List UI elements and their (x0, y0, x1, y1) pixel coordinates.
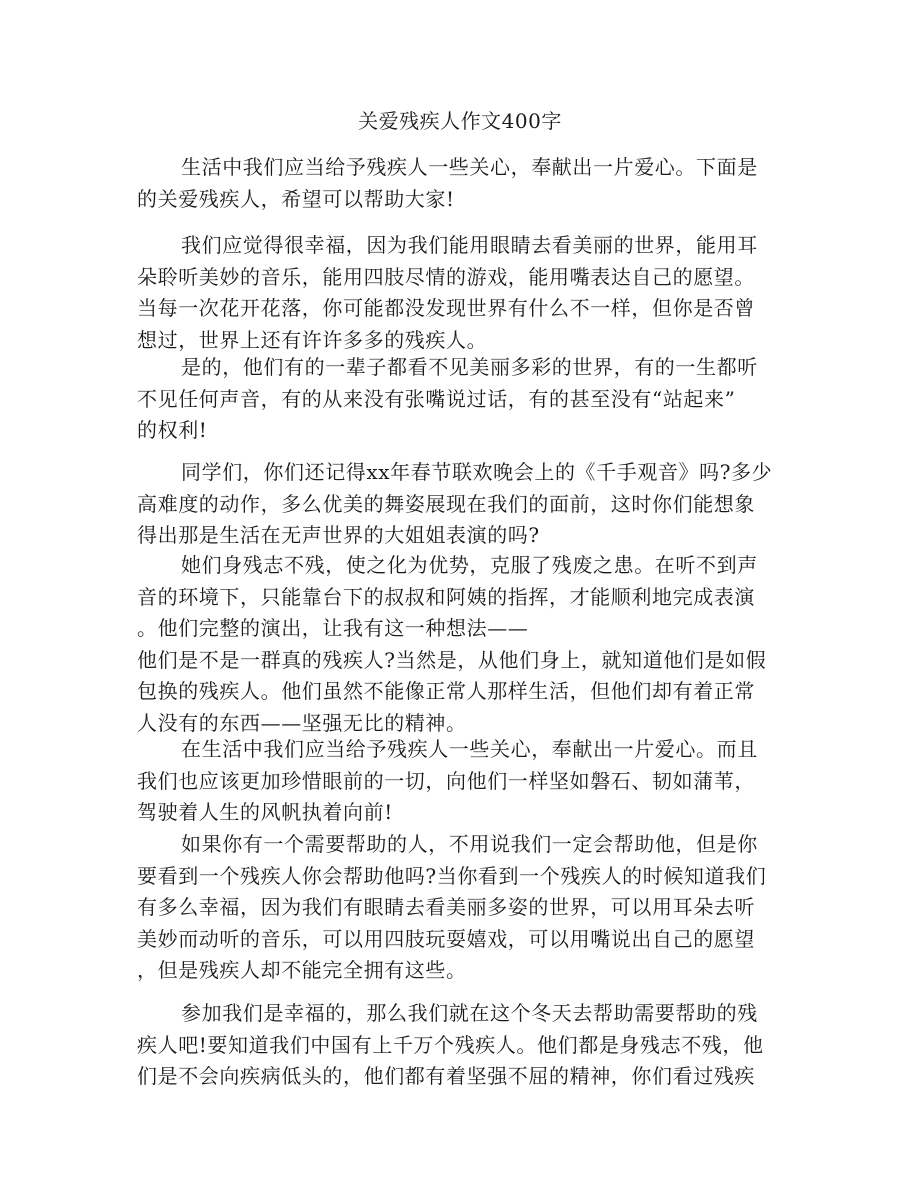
paragraph-8 (137, 998, 797, 1093)
paragraph-line: 们是不会向疾病低头的，他们都有着坚强不屈的精神，你们看过残疾 (137, 1064, 755, 1088)
paragraph-line: 生活中我们应当给予残疾人一些关心，奉献出一片爱心。下面是 (181, 155, 758, 179)
paragraph-7 (137, 829, 797, 987)
paragraph-line: 同学们，你们还记得xx年春节联欢晚会上的《千手观音》吗?多少 (181, 460, 773, 484)
paragraph-line: 当每一次花开花落，你可能都没发现世界有什么不一样，但你是否曾 (137, 296, 755, 320)
paragraph-line: 。他们完整的演出，让我有这一种想法—— (137, 616, 529, 640)
paragraph-line: 是的，他们有的一辈子都看不见美丽多彩的世界，有的一生都听 (181, 355, 758, 379)
paragraph-line: 有多么幸福，因为我们有眼睛去看美丽多姿的世界，可以用耳朵去听 (137, 895, 755, 919)
paragraph-line: 朵聆听美妙的音乐，能用四肢尽情的游戏，能用嘴表达自己的愿望。 (137, 264, 755, 289)
paragraph-2 (137, 230, 797, 356)
paragraph-line: 参加我们是幸福的，那么我们就在这个冬天去帮助需要帮助的残 (181, 1001, 758, 1025)
paragraph-line: 他们是不是一群真的残疾人?当然是，从他们身上，就知道他们是如假 (137, 647, 767, 672)
paragraph-1 (137, 152, 797, 215)
paragraph-line: 高难度的动作，多么优美的舞姿展现在我们的面前，这时你们能想象 (137, 491, 755, 516)
paragraph-line: 驾驶着人生的风帆执着向前! (137, 800, 393, 824)
paragraph-4 (137, 457, 797, 552)
paragraph-3 (137, 352, 797, 447)
paragraph-line: 疾人吧!要知道我们中国有上千万个残疾人。他们都是身残志不残，他 (137, 1032, 764, 1057)
paragraph-line: 美妙而动听的音乐，可以用四肢玩耍嬉戏，可以用嘴说出自己的愿望 (137, 926, 755, 951)
paragraph-line: 在生活中我们应当给予残疾人一些关心，奉献出一片爱心。而且 (181, 737, 758, 761)
paragraph-line: 的关爱残疾人，希望可以帮助大家! (137, 186, 455, 211)
paragraph-line: ，但是残疾人却不能完全拥有这些。 (137, 958, 467, 982)
paragraph-6 (137, 734, 797, 829)
paragraph-5 (137, 550, 797, 739)
paragraph-line: 如果你有一个需要帮助的人，不用说我们一定会帮助他，但是你 (181, 832, 758, 856)
paragraph-line: 要看到一个残疾人你会帮助他吗?当你看到一个残疾人的时候知道我们 (137, 863, 767, 888)
paragraph-line: 我们应觉得很幸福，因为我们能用眼睛去看美丽的世界，能用耳 (181, 233, 758, 257)
paragraph-line: 我们也应该更加珍惜眼前的一切，向他们一样坚如磐石、韧如蒲苇， (137, 768, 755, 793)
paragraph-line: 人没有的东西——坚强无比的精神。 (137, 710, 467, 735)
document-title: 关爱残疾人作文400字 (358, 109, 562, 133)
paragraph-line: 得出那是生活在无声世界的大姐姐表演的吗? (137, 523, 540, 547)
paragraph-line: 她们身残志不残，使之化为优势，克服了残废之患。在听不到声 (181, 553, 758, 577)
paragraph-line: 包换的残疾人。他们虽然不能像正常人那样生活，但他们却有着正常 (137, 679, 755, 703)
paragraph-line: 音的环境下，只能靠台下的叔叔和阿姨的指挥，才能顺利地完成表演 (137, 584, 755, 609)
paragraph-line: 的权利! (137, 418, 208, 442)
paragraph-line: 想过，世界上还有许许多多的残疾人。 (137, 327, 488, 352)
paragraph-line: 不见任何声音，有的从来没有张嘴说过话，有的甚至没有“站起来” (137, 386, 736, 411)
